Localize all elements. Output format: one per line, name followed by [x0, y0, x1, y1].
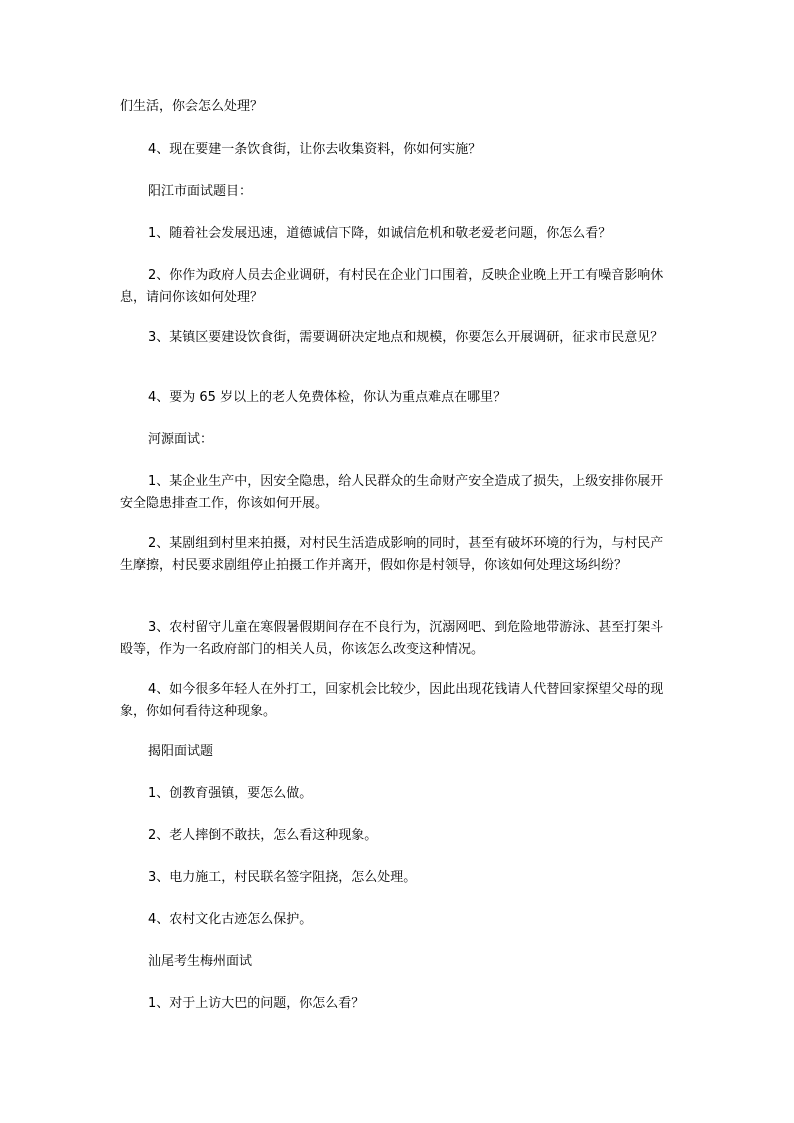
question-item: 1、对于上访大巴的问题，你怎么看？ [148, 996, 365, 1011]
question-item: 2、老人摔倒不敢扶，怎么看这种现象。 [148, 828, 378, 843]
question-item: 1、创教育强镇，要怎么做。 [148, 786, 313, 801]
section-heading-heyuan: 河源面试： [148, 432, 214, 447]
question-item: 1、随着社会发展迅速，道德诚信下降，如诚信危机和敬老爱老问题，你怎么看？ [148, 226, 612, 241]
section-heading-shanwei-meizhou: 汕尾考生梅州面试 [148, 954, 253, 969]
question-item: 4、现在要建一条饮食街，让你去收集资料，你如何实施？ [148, 142, 482, 157]
question-item: 1、某企业生产中，因安全隐患，给人民群众的生命财产安全造成了损失，上级安排你展开安全隐患排查工作，你该如何开展。 [120, 474, 664, 511]
question-item: 3、农村留守儿童在寒假暑假期间存在不良行为，沉溺网吧、到危险地带游泳、甚至打架斗殴等，作为一名政府部门的相关人员，你该怎么改变这种情况。 [120, 620, 664, 657]
question-item: 4、农村文化古迹怎么保护。 [148, 912, 313, 927]
paragraph-continuation: 们生活，你会怎么处理？ [120, 99, 264, 114]
section-heading-jieyang: 揭阳面试题 [148, 744, 214, 759]
question-item: 4、要为 65 岁以上的老人免费体检，你认为重点难点在哪里？ [148, 390, 507, 405]
question-item: 3、电力施工，村民联名签字阻挠，怎么处理。 [148, 870, 417, 885]
question-item: 2、某剧组到村里来拍摄，对村民生活造成影响的同时，甚至有破坏环境的行为，与村民产生摩擦，村民要求剧组停止拍摄工作并离开，假如你是村领导，你该如何处理这场纠纷？ [120, 536, 664, 573]
question-item: 4、如今很多年轻人在外打工，回家机会比较少，因此出现花钱请人代替回家探望父母的现象，你如何看待这种现象。 [120, 682, 664, 719]
question-item: 3、某镇区要建设饮食街，需要调研决定地点和规模，你要怎么开展调研，征求市民意见？ [148, 330, 664, 345]
section-heading-yangjiang: 阳江市面试题目： [148, 184, 253, 199]
question-item: 2、你作为政府人员去企业调研，有村民在企业门口围着，反映企业晚上开工有噪音影响休息，请问你该如何处理？ [120, 268, 664, 305]
